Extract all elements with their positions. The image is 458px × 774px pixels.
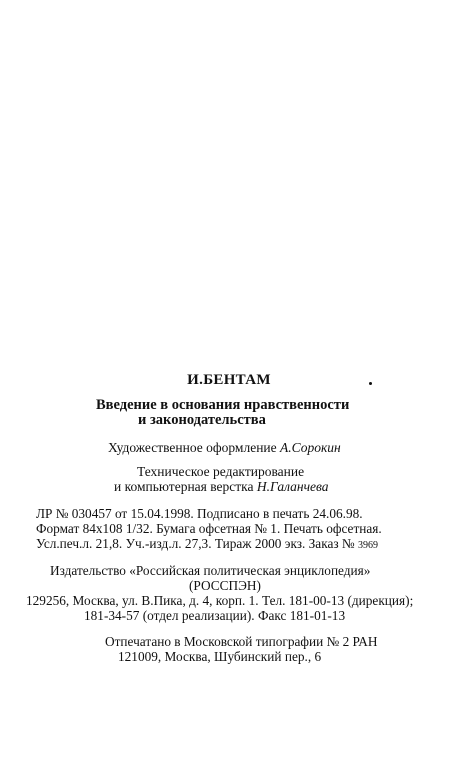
imprint-line-2: Формат 84x108 1/32. Бумага офсетная № 1. Печать офсетная. [36, 521, 382, 536]
order-number: 3969 [357, 540, 378, 551]
layout-label: и компьютерная верстка [114, 479, 257, 494]
tech-editing-label: Техническое редактирование [137, 464, 305, 479]
publisher-address: 129256, Москва, ул. В.Пика, д. 4, корп. 1. Тел. 181-00-13 (дирекция); [26, 593, 414, 608]
layout-editor-name: Н.Галанчева [256, 479, 329, 494]
book-title-line-2: и законодательства [138, 412, 266, 428]
art-design-label: Художественное оформление [108, 440, 281, 455]
publisher-name: Издательство «Российская политическая энциклопедия» [50, 563, 371, 578]
imprint-line-1: ЛР № 030457 от 15.04.1998. Подписано в печать 24.06.98. [36, 506, 363, 521]
art-designer-name: А.Сорокин [280, 440, 341, 455]
publisher-abbrev: (РОССПЭН) [189, 578, 261, 593]
printer-name: Отпечатано в Московской типографии № 2 РАН [105, 634, 378, 649]
printer-address: 121009, Москва, Шубинский пер., 6 [118, 649, 322, 664]
ink-speck [369, 382, 372, 385]
author-name: И.БЕНТАМ [187, 372, 271, 388]
book-title-line-1: Введение в основания нравственности [96, 397, 350, 413]
publisher-phones: 181-34-57 (отдел реализации). Факс 181-01-13 [84, 608, 346, 623]
layout-credit [114, 480, 329, 494]
imprint-line-3-text: Усл.печ.л. 21,8. Уч.-изд.л. 27,3. Тираж 2000 экз. Заказ № [36, 536, 358, 551]
imprint-line-3 [36, 537, 378, 551]
art-design-credit [108, 441, 341, 455]
